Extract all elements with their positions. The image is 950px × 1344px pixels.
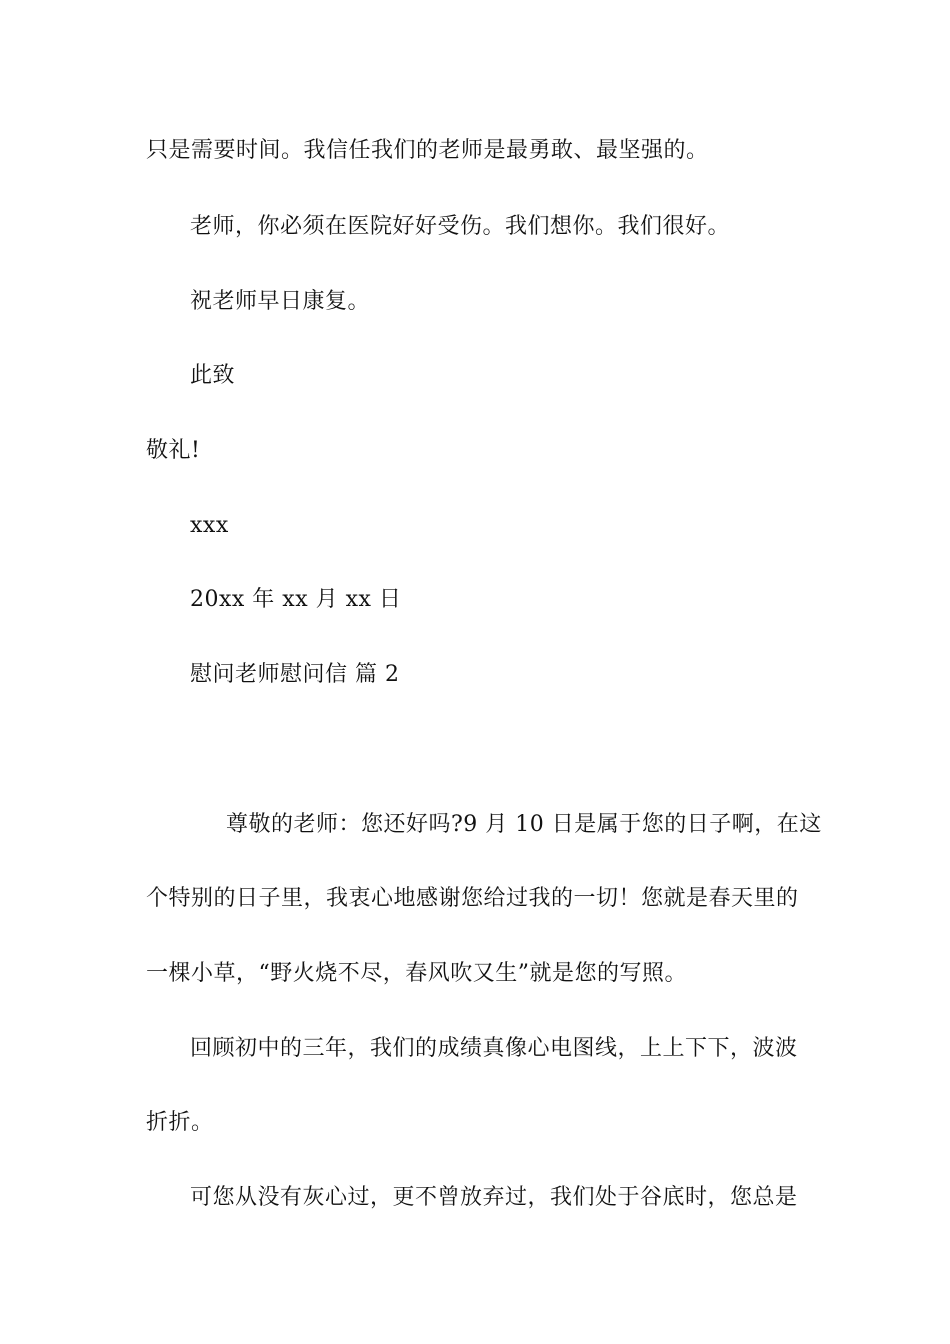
signature-date: 20xx 年 xx 月 xx 日	[190, 587, 402, 612]
signature-name: xxx	[190, 513, 229, 538]
paragraph-line: 一棵小草，“野火烧不尽，春风吹又生”就是您的写照。	[146, 961, 687, 986]
paragraph-line: 尊敬的老师：您还好吗?9 月 10 日是属于您的日子啊，在这	[226, 812, 822, 837]
salutation-cizhi: 此致	[190, 363, 236, 388]
salutation-jingli: 敬礼!	[146, 438, 201, 463]
section-title: 慰问老师慰问信 篇 2	[190, 662, 400, 687]
paragraph-line: 可您从没有灰心过，更不曾放弃过，我们处于谷底时，您总是	[190, 1185, 798, 1210]
paragraph-line: 折折。	[146, 1110, 214, 1135]
paragraph-line: 只是需要时间。我信任我们的老师是最勇敢、最坚强的。	[146, 138, 709, 163]
paragraph-line: 老师，你必须在医院好好受伤。我们想你。我们很好。	[190, 214, 731, 239]
closing-wish: 祝老师早日康复。	[190, 289, 371, 314]
paragraph-line: 回顾初中的三年，我们的成绩真像心电图线，上上下下，波波	[190, 1036, 798, 1061]
paragraph-line: 个特别的日子里，我衷心地感谢您给过我的一切！您就是春天里的	[146, 886, 799, 911]
